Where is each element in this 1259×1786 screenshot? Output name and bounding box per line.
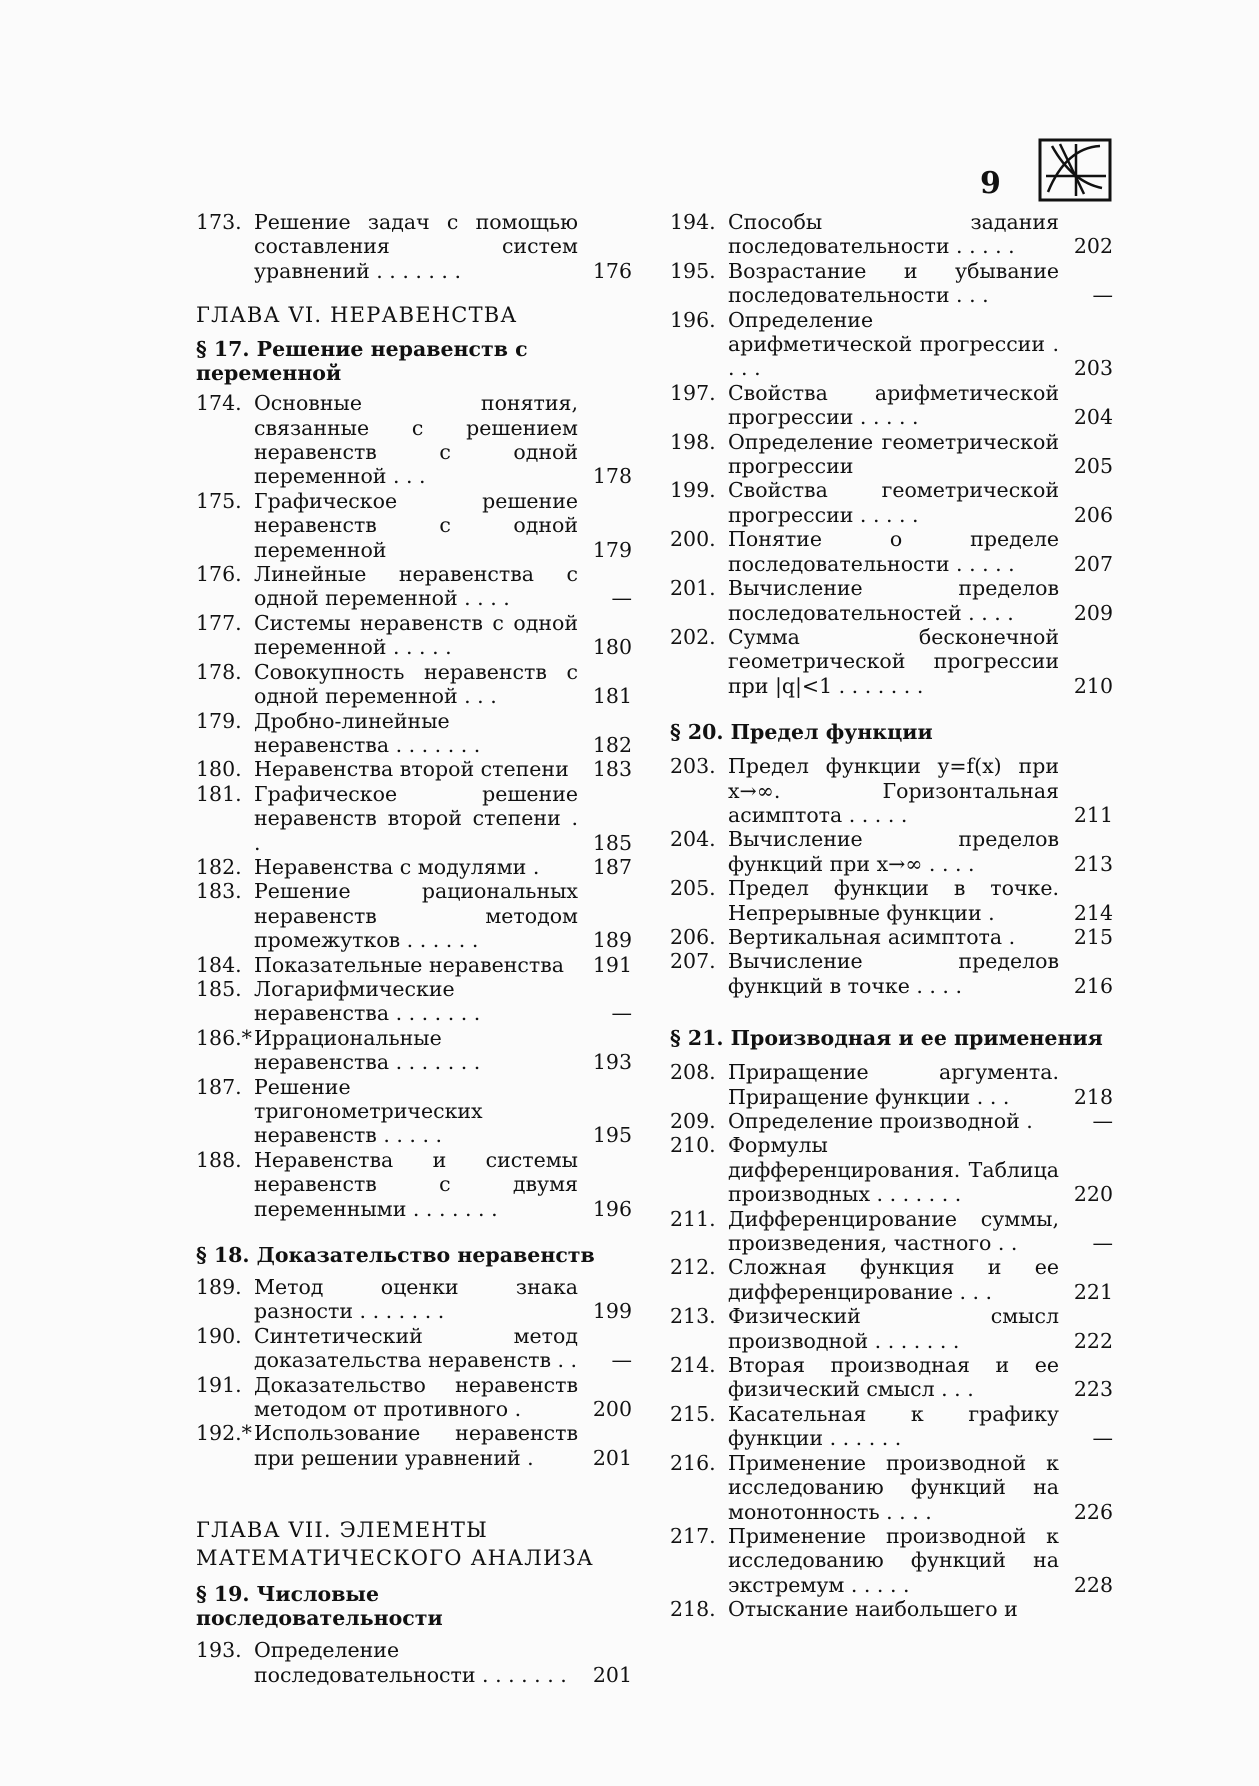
toc-left-column [196, 210, 632, 1687]
entry-page: 182 [592, 732, 632, 757]
entry-page: — [611, 1001, 632, 1026]
entry-number: 183. [196, 879, 242, 904]
entry-number: 189. [196, 1275, 242, 1300]
toc-entry[interactable] [670, 1304, 1113, 1353]
entry-page: 213 [1073, 851, 1113, 876]
entry-title: Дифференцирование суммы, произведения, частного . . [728, 1206, 1059, 1256]
entry-number: 209. [670, 1109, 716, 1133]
toc-entry[interactable] [196, 391, 632, 489]
entry-number: 208. [670, 1060, 716, 1085]
entry-number: 201. [670, 576, 716, 601]
entry-number: 217. [670, 1523, 716, 1548]
section-heading: § 17. Решение неравенств с переменной [196, 337, 528, 386]
entry-number: 200. [670, 527, 716, 552]
entry-number: 191. [196, 1372, 242, 1397]
entry-page: 205 [1073, 454, 1113, 479]
toc-entry[interactable] [670, 754, 1113, 827]
entry-title: Синтетический метод доказательства неравенств . . [254, 1323, 578, 1373]
toc-entry[interactable] [670, 210, 1113, 259]
toc-entry[interactable] [670, 1255, 1113, 1304]
entry-number: 202. [670, 624, 716, 649]
entry-page: 226 [1073, 1499, 1113, 1524]
entry-number: 185. [196, 976, 242, 1001]
entry-page: 211 [1073, 802, 1113, 827]
toc-entry[interactable] [196, 1075, 632, 1148]
entry-number: 198. [670, 429, 716, 454]
entry-number: 207. [670, 949, 716, 974]
entry-number: 210. [670, 1133, 716, 1158]
entry-number: 184. [196, 952, 242, 977]
toc-entry[interactable] [196, 210, 632, 283]
entry-title: Понятие о пределе последовательности . . . . . [728, 527, 1059, 576]
entry-title: Отыскание наибольшего и [728, 1597, 1018, 1622]
toc-entry[interactable] [670, 827, 1113, 876]
entry-page: 206 [1073, 502, 1113, 527]
entry-title: Использование неравенств при решении уравнений . [254, 1421, 578, 1470]
entry-number: 212. [670, 1255, 716, 1280]
entry-number: 181. [196, 781, 242, 806]
toc-entry[interactable] [196, 782, 632, 855]
toc-entry[interactable] [196, 757, 632, 781]
entry-title: Системы неравенств с одной переменной . . . . . [254, 610, 578, 660]
entry-title: Логарифмические неравенства . . . . . . . [254, 976, 481, 1026]
entry-title: Решение рациональных неравенств методом промежутков . . . . . . [254, 879, 578, 953]
entry-title: Определение производной . [728, 1109, 1033, 1133]
toc-entry[interactable] [670, 381, 1113, 430]
entry-page: 204 [1073, 405, 1113, 430]
entry-title: Определение последовательности . . . . . . . [254, 1638, 567, 1687]
section-heading: § 18. Доказательство неравенств [196, 1243, 595, 1268]
entry-number: 182. [196, 854, 242, 879]
entry-number: 214. [670, 1353, 716, 1378]
entry-title: Вычисление пределов функций при x→∞ . . . . [728, 827, 1059, 876]
entry-number: 175. [196, 488, 242, 513]
entry-page: 222 [1073, 1328, 1113, 1353]
toc-entry[interactable] [196, 953, 632, 977]
entry-title: Линейные неравенства с одной переменной . . . . [254, 562, 578, 611]
entry-title: Сложная функция и ее дифференцирование . . . [728, 1255, 1059, 1304]
section-heading: § 21. Производная и ее применения [670, 1026, 1103, 1051]
entry-page: — [1092, 1426, 1113, 1451]
entry-page: 223 [1073, 1377, 1113, 1402]
section-heading: § 19. Числовые последовательности [196, 1582, 443, 1631]
section-heading: § 20. Предел функции [670, 720, 933, 745]
entry-page: 202 [1073, 234, 1113, 259]
entry-page: 195 [592, 1123, 632, 1148]
entry-title: Основные понятия, связанные с решением неравенств с одной переменной . . . [254, 391, 578, 489]
entry-number: 187. [196, 1074, 242, 1099]
entry-number: 205. [670, 876, 716, 901]
entry-title: Вертикальная асимптота . [728, 924, 1016, 949]
entry-title: Неравенства второй степени [254, 757, 569, 782]
chapter-heading: ГЛАВА VI. НЕРАВЕНСТВА [196, 303, 518, 328]
entry-title: Физический смысл производной . . . . . . . [728, 1304, 1059, 1353]
entry-title: Неравенства с модулями . [254, 854, 540, 879]
entry-page: 221 [1073, 1279, 1113, 1304]
toc-entry[interactable] [196, 1421, 632, 1470]
toc-entry[interactable] [670, 527, 1113, 576]
entry-number: 197. [670, 380, 716, 405]
toc-entry[interactable] [196, 1638, 632, 1687]
entry-page: 180 [592, 635, 632, 660]
entry-page: 191 [592, 952, 632, 977]
entry-number: 179. [196, 708, 242, 733]
chapter-heading: ГЛАВА VII. ЭЛЕМЕНТЫ МАТЕМАТИЧЕСКОГО АНАЛИЗА [196, 1518, 594, 1571]
entry-title: Неравенства и системы неравенств с двумя переменными . . . . . . . [254, 1147, 578, 1221]
toc-entry[interactable] [196, 879, 632, 952]
entry-number: 188. [196, 1147, 242, 1172]
toc-entry[interactable] [670, 1402, 1113, 1451]
page-number: 9 [980, 166, 1001, 201]
entry-title: Решение задач с помощью составления систем уравнений . . . . . . . [254, 210, 578, 283]
toc-entry[interactable] [196, 1373, 632, 1422]
entry-number: 173. [196, 210, 242, 234]
entry-title: Предел функции в точке. Непрерывные функции . [728, 876, 1059, 925]
entry-page: 183 [592, 757, 632, 782]
entry-title: Вычисление пределов функций в точке . . . . [728, 949, 1059, 998]
entry-title: Применение производной к исследованию функций на монотонность . . . . [728, 1450, 1059, 1524]
entry-page: 218 [1073, 1084, 1113, 1109]
toc-entry[interactable] [196, 1148, 632, 1221]
entry-page: 185 [592, 830, 632, 855]
entry-number: 192.* [196, 1421, 252, 1446]
entry-number: 174. [196, 391, 242, 416]
entry-page: 201 [592, 1445, 632, 1470]
entry-page: 187 [592, 854, 632, 879]
entry-title: Графическое решение неравенств с одной переменной [254, 488, 578, 562]
toc-entry[interactable] [196, 660, 632, 709]
entry-number: 195. [670, 258, 716, 283]
entry-number: 180. [196, 757, 242, 782]
toc-entry[interactable] [670, 1207, 1113, 1256]
toc-entry[interactable] [670, 625, 1113, 698]
entry-number: 218. [670, 1597, 716, 1622]
toc-entry[interactable] [670, 308, 1113, 381]
entry-title: Определение арифметической прогрессии . . . . [728, 307, 1059, 381]
entry-title: Вторая производная и ее физический смысл . . . [728, 1353, 1059, 1402]
entry-number: 186.* [196, 1025, 252, 1050]
toc-entry[interactable] [196, 611, 632, 660]
entry-page: 179 [592, 537, 632, 562]
entry-page: 207 [1073, 551, 1113, 576]
entry-title: Графическое решение неравенств второй степени . . [254, 781, 578, 855]
entry-page: 199 [592, 1299, 632, 1324]
toc-entry[interactable] [670, 576, 1113, 625]
toc-entry[interactable] [670, 259, 1113, 308]
toc-entry[interactable] [196, 709, 632, 758]
entry-title: Свойства геометрической прогрессии . . . . . [728, 478, 1059, 527]
entry-number: 215. [670, 1401, 716, 1426]
entry-title: Определение геометрической прогрессии [728, 429, 1059, 479]
entry-title: Вычисление пределов последовательностей . . . . [728, 576, 1059, 625]
toc-entry[interactable] [196, 1026, 632, 1075]
toc-entry[interactable] [670, 1524, 1113, 1597]
entry-title: Способы задания последовательности . . . . . [728, 210, 1059, 259]
toc-entry[interactable] [670, 949, 1113, 998]
entry-number: 206. [670, 924, 716, 949]
entry-page: 228 [1073, 1572, 1113, 1597]
entry-number: 196. [670, 307, 716, 332]
entry-number: 211. [670, 1206, 716, 1231]
entry-page: 178 [592, 464, 632, 489]
entry-page: 216 [1073, 973, 1113, 998]
entry-title: Приращение аргумента. Приращение функции . . . [728, 1060, 1059, 1109]
entry-page: 203 [1073, 356, 1113, 381]
entry-page: 181 [592, 684, 632, 709]
entry-page: 196 [592, 1196, 632, 1221]
entry-page: 193 [592, 1050, 632, 1075]
entry-title: Показательные неравенства [254, 952, 565, 977]
entry-title: Метод оценки знака разности . . . . . . . [254, 1275, 578, 1324]
entry-number: 203. [670, 754, 716, 779]
toc-entry[interactable] [196, 855, 632, 879]
entry-number: 190. [196, 1323, 242, 1348]
entry-title: Предел функции y=f(x) при x→∞. Горизонтальная асимптота . . . . . [728, 754, 1059, 827]
toc-entry[interactable] [670, 1133, 1113, 1206]
toc-entry[interactable] [196, 977, 632, 1026]
graph-logo-icon [1038, 138, 1112, 202]
toc-entry[interactable] [670, 430, 1113, 479]
entry-page: 176 [592, 258, 632, 283]
entry-number: 204. [670, 827, 716, 852]
entry-title: Возрастание и убывание последовательности . . . [728, 258, 1059, 308]
entry-title: Иррациональные неравенства . . . . . . . [254, 1025, 481, 1075]
entry-page: 210 [1073, 673, 1113, 698]
toc-entry[interactable] [670, 1597, 1113, 1621]
entry-number: 199. [670, 478, 716, 503]
toc-entry[interactable] [196, 1275, 632, 1324]
entry-title: Решение тригонометрических неравенств . . . . . [254, 1074, 483, 1148]
entry-title: Дробно-линейные неравенства . . . . . . . [254, 708, 481, 757]
toc-entry[interactable] [196, 1324, 632, 1373]
entry-title: Свойства арифметической прогрессии . . . . . [728, 380, 1059, 430]
entry-number: 216. [670, 1450, 716, 1475]
entry-title: Касательная к графику функции . . . . . . [728, 1401, 1059, 1451]
toc-entry[interactable] [196, 489, 632, 562]
entry-page: 189 [592, 928, 632, 953]
entry-page: 220 [1073, 1182, 1113, 1207]
entry-title: Сумма бесконечной геометрической прогрессии при |q|<1 . . . . . . . [728, 624, 1059, 698]
entry-title: Доказательство неравенств методом от противного . [254, 1372, 578, 1422]
toc-entry[interactable] [670, 1060, 1113, 1109]
entry-number: 178. [196, 659, 242, 684]
entry-page: 200 [592, 1397, 632, 1422]
entry-number: 213. [670, 1304, 716, 1329]
toc-right-column [670, 210, 1113, 1622]
toc-entry[interactable] [670, 1451, 1113, 1524]
entry-page: 215 [1073, 924, 1113, 949]
entry-title: Применение производной к исследованию функций на экстремум . . . . . [728, 1523, 1059, 1597]
entry-page: — [611, 1348, 632, 1373]
entry-title: Совокупность неравенств с одной переменной . . . [254, 659, 578, 709]
toc-entry[interactable] [670, 1353, 1113, 1402]
entry-title: Формулы дифференцирования. Таблица производных . . . . . . . [728, 1133, 1059, 1207]
toc-entry[interactable] [670, 876, 1113, 925]
entry-number: 193. [196, 1638, 242, 1663]
entry-number: 194. [670, 210, 716, 234]
toc-entry[interactable] [670, 1109, 1113, 1133]
entry-page: — [1092, 1231, 1113, 1256]
entry-number: 177. [196, 610, 242, 635]
entry-page: 201 [592, 1662, 632, 1687]
entry-page: 209 [1073, 600, 1113, 625]
toc-entry[interactable] [196, 562, 632, 611]
entry-number: 176. [196, 562, 242, 587]
entry-page: — [1092, 1109, 1113, 1133]
entry-page: — [1092, 283, 1113, 308]
entry-page: 214 [1073, 900, 1113, 925]
entry-page: — [611, 586, 632, 611]
toc-entry[interactable] [670, 478, 1113, 527]
toc-entry[interactable] [670, 925, 1113, 949]
